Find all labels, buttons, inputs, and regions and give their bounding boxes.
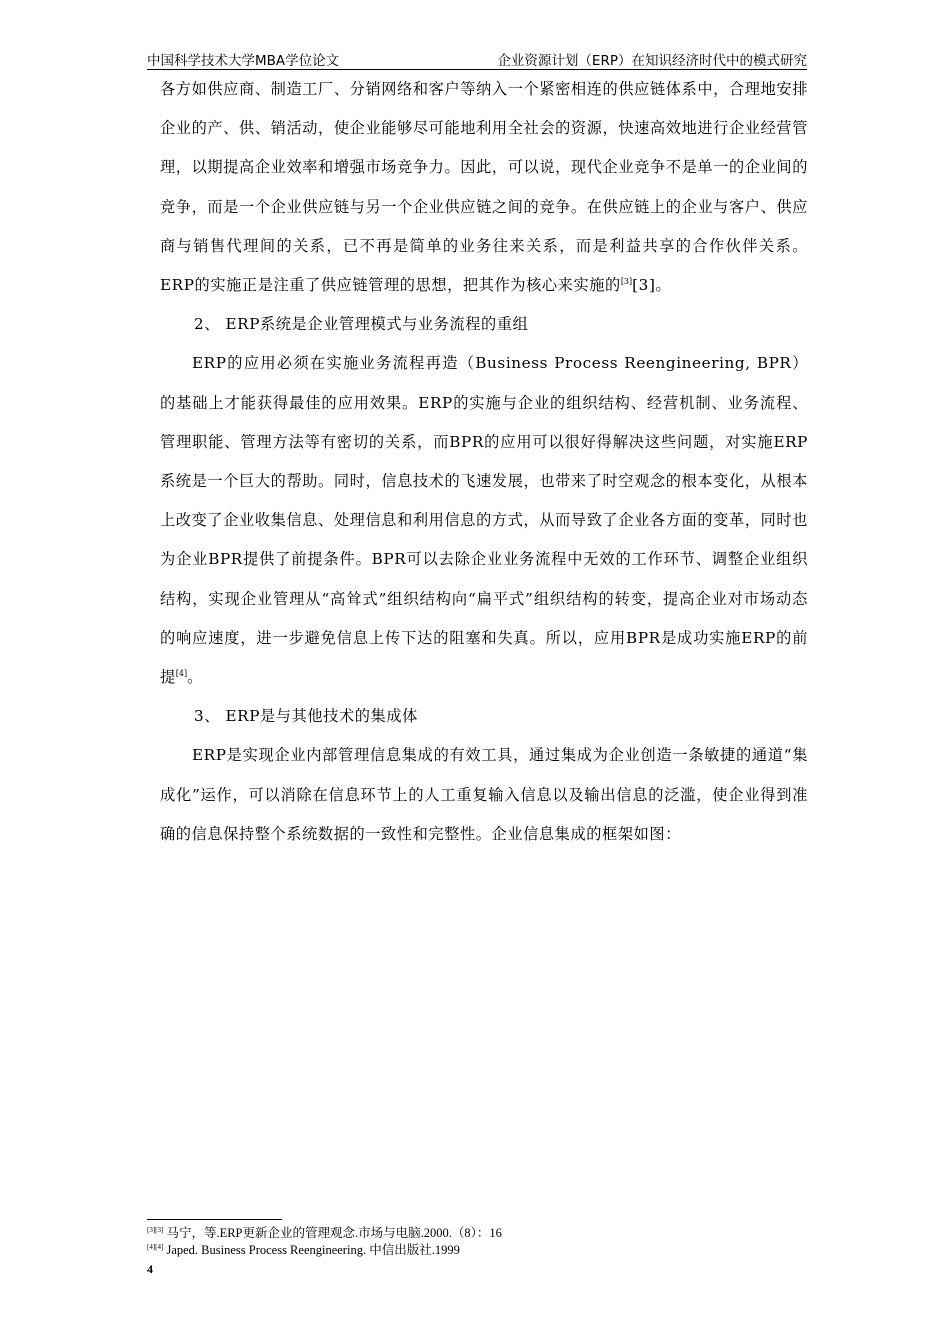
footnote-3: [3][3] 马宁，等.ERP更新企业的管理观念.市场与电脑.2000.（8）：16 [147,1226,502,1240]
citation-marker: [4] [175,669,188,679]
page-header [147,47,807,70]
paragraph-integration: ERP是实现企业内部管理信息集成的有效工具，通过集成为企业创造一条敏捷的通道“集成化”运作，可以消除在信息环节上的人工重复输入信息以及输出信息的泛滥，使企业得到准确的信息保持整个系统数据的一致性和完整性。企业信息集成的框架如图： [160,746,808,843]
citation-marker: [3] [620,277,633,287]
section-heading-integration: 3、 ERP是与其他技术的集成体 [194,707,418,726]
main-body [160,70,808,854]
page-number: 4 [147,1262,153,1276]
paragraph-supply-chain: 各方如供应商、制造工厂、分销网络和客户等纳入一个紧密相连的供应链体系中，合理地安排企业的产、供、销活动，使企业能够尽可能地利用全社会的资源，快速高效地进行企业经营管理，以期提高企业效率和增强市场竞争力。因此，可以说，现代企业竞争不是单一的企业间的竞争，而是一个企业供应链与另一个企业供应链之间的竞争。在供应链上的企业与客户、供应商与销售代理间的关系，已不再是简单的业务往来关系，而是利益共享的合作伙伴关系。ERP的实施正是注重了供应链管理的思想，把其作为核心来实施的[3][3]。 [160,80,808,295]
footnote-divider [147,1219,282,1220]
footnote-marker: [4][4] [147,1243,164,1251]
header-thesis-title: 中国科学技术大学MBA学位论文 [147,53,340,69]
paragraph-bpr: ERP的应用必须在实施业务流程再造（Business Process Reengineering, BPR）的基础上才能获得最佳的应用效果。ERP的实施与企业的组织结构、经营机制、业务流程、管理职能、管理方法等有密切的关系，而BPR的应用可以很好得解决这些问题，对实施ERP系统是一个巨大的帮助。同时，信息技术的飞速发展，也带来了时空观念的根本变化，从根本上改变了企业收集信息、处理信息和利用信息的方式，从而导致了企业各方面的变革，同时也为企业BPR提供了前提条件。BPR可以去除企业业务流程中无效的工作环节、调整企业组织结构，实现企业管理从“高耸式”组织结构向“扁平式”组织结构的转变，提高企业对市场动态的响应速度，进一步避免信息上传下达的阻塞和失真。所以，应用BPR是成功实施ERP的前提[4]。 [160,354,808,687]
header-paper-title: 企业资源计划（ERP）在知识经济时代中的模式研究 [497,53,807,69]
footnote-marker: [3][3] [147,1226,164,1234]
footnote-4: [4][4] Japed. Business Process Reengineering. 中信出版社.1999 [147,1243,460,1257]
citation-reference: [3]。 [632,276,672,295]
section-heading-bpr: 2、 ERP系统是企业管理模式与业务流程的重组 [194,315,529,334]
footnotes [147,1225,502,1259]
